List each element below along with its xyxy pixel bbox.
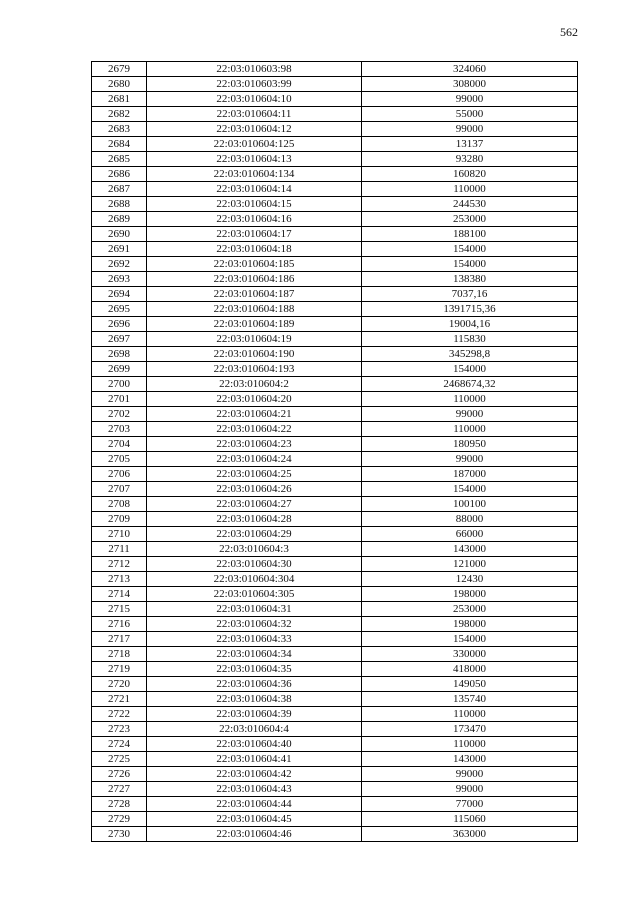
value-cell: 173470: [362, 722, 578, 737]
row-number-cell: 2716: [92, 617, 147, 632]
value-cell: 154000: [362, 632, 578, 647]
row-number-cell: 2718: [92, 647, 147, 662]
value-cell: 154000: [362, 257, 578, 272]
table-row: [92, 617, 578, 632]
cadastral-number-cell: 22:03:010604:16: [147, 212, 362, 227]
table-row: [92, 752, 578, 767]
row-number-cell: 2688: [92, 197, 147, 212]
cadastral-number-cell: 22:03:010604:18: [147, 242, 362, 257]
table-row: [92, 227, 578, 242]
value-cell: 154000: [362, 362, 578, 377]
row-number-cell: 2708: [92, 497, 147, 512]
row-number-cell: 2698: [92, 347, 147, 362]
cadastral-number-cell: 22:03:010604:305: [147, 587, 362, 602]
cadastral-number-cell: 22:03:010604:44: [147, 797, 362, 812]
row-number-cell: 2725: [92, 752, 147, 767]
row-number-cell: 2686: [92, 167, 147, 182]
table-row: [92, 332, 578, 347]
cadastral-number-cell: 22:03:010604:36: [147, 677, 362, 692]
row-number-cell: 2719: [92, 662, 147, 677]
cadastral-number-cell: 22:03:010604:34: [147, 647, 362, 662]
table-row: [92, 557, 578, 572]
cadastral-number-cell: 22:03:010604:15: [147, 197, 362, 212]
table-row: [92, 527, 578, 542]
value-cell: 418000: [362, 662, 578, 677]
table-row: [92, 662, 578, 677]
value-cell: 324060: [362, 62, 578, 77]
cadastral-number-cell: 22:03:010604:13: [147, 152, 362, 167]
row-number-cell: 2720: [92, 677, 147, 692]
value-cell: 110000: [362, 182, 578, 197]
table-row: [92, 107, 578, 122]
cadastral-number-cell: 22:03:010604:30: [147, 557, 362, 572]
table-row: [92, 482, 578, 497]
table-row: [92, 452, 578, 467]
row-number-cell: 2714: [92, 587, 147, 602]
row-number-cell: 2691: [92, 242, 147, 257]
value-cell: 99000: [362, 407, 578, 422]
row-number-cell: 2727: [92, 782, 147, 797]
row-number-cell: 2721: [92, 692, 147, 707]
cadastral-number-cell: 22:03:010604:46: [147, 827, 362, 842]
cadastral-number-cell: 22:03:010604:185: [147, 257, 362, 272]
cadastral-number-cell: 22:03:010604:45: [147, 812, 362, 827]
row-number-cell: 2728: [92, 797, 147, 812]
value-cell: 149050: [362, 677, 578, 692]
table-row: [92, 317, 578, 332]
cadastral-number-cell: 22:03:010604:11: [147, 107, 362, 122]
value-cell: 330000: [362, 647, 578, 662]
cadastral-number-cell: 22:03:010604:26: [147, 482, 362, 497]
value-cell: 99000: [362, 452, 578, 467]
row-number-cell: 2712: [92, 557, 147, 572]
value-cell: 88000: [362, 512, 578, 527]
table-row: [92, 392, 578, 407]
cadastral-number-cell: 22:03:010604:21: [147, 407, 362, 422]
table-row: [92, 347, 578, 362]
cadastral-number-cell: 22:03:010604:39: [147, 707, 362, 722]
cadastral-number-cell: 22:03:010604:43: [147, 782, 362, 797]
table-row: [92, 467, 578, 482]
value-cell: 110000: [362, 392, 578, 407]
value-cell: 154000: [362, 482, 578, 497]
cadastral-number-cell: 22:03:010604:24: [147, 452, 362, 467]
table-row: [92, 407, 578, 422]
table-row: [92, 782, 578, 797]
cadastral-number-cell: 22:03:010604:304: [147, 572, 362, 587]
cadastral-number-cell: 22:03:010604:41: [147, 752, 362, 767]
table-row: [92, 632, 578, 647]
cadastral-number-cell: 22:03:010604:42: [147, 767, 362, 782]
value-cell: 99000: [362, 782, 578, 797]
table-row: [92, 422, 578, 437]
value-cell: 198000: [362, 587, 578, 602]
cadastral-number-cell: 22:03:010604:25: [147, 467, 362, 482]
table-body: [92, 62, 578, 842]
value-cell: 66000: [362, 527, 578, 542]
value-cell: 121000: [362, 557, 578, 572]
cadastral-number-cell: 22:03:010604:187: [147, 287, 362, 302]
cadastral-number-cell: 22:03:010604:2: [147, 377, 362, 392]
value-cell: 363000: [362, 827, 578, 842]
cadastral-number-cell: 22:03:010603:98: [147, 62, 362, 77]
row-number-cell: 2705: [92, 452, 147, 467]
value-cell: 143000: [362, 752, 578, 767]
row-number-cell: 2706: [92, 467, 147, 482]
value-cell: 253000: [362, 602, 578, 617]
row-number-cell: 2724: [92, 737, 147, 752]
row-number-cell: 2703: [92, 422, 147, 437]
value-cell: 99000: [362, 92, 578, 107]
value-cell: 180950: [362, 437, 578, 452]
row-number-cell: 2697: [92, 332, 147, 347]
table-row: [92, 92, 578, 107]
row-number-cell: 2695: [92, 302, 147, 317]
cadastral-number-cell: 22:03:010604:3: [147, 542, 362, 557]
row-number-cell: 2704: [92, 437, 147, 452]
value-cell: 2468674,32: [362, 377, 578, 392]
table-row: [92, 767, 578, 782]
table-row: [92, 692, 578, 707]
table-row: [92, 587, 578, 602]
row-number-cell: 2723: [92, 722, 147, 737]
value-cell: 244530: [362, 197, 578, 212]
row-number-cell: 2709: [92, 512, 147, 527]
table-row: [92, 242, 578, 257]
table-row: [92, 167, 578, 182]
table-row: [92, 797, 578, 812]
cadastral-number-cell: 22:03:010604:20: [147, 392, 362, 407]
cadastral-number-cell: 22:03:010604:189: [147, 317, 362, 332]
value-cell: 160820: [362, 167, 578, 182]
cadastral-number-cell: 22:03:010604:29: [147, 527, 362, 542]
table-row: [92, 212, 578, 227]
cadastral-value-table: [91, 61, 578, 842]
row-number-cell: 2687: [92, 182, 147, 197]
table-row: [92, 377, 578, 392]
table-row: [92, 677, 578, 692]
cadastral-number-cell: 22:03:010604:190: [147, 347, 362, 362]
table-row: [92, 182, 578, 197]
value-cell: 345298,8: [362, 347, 578, 362]
value-cell: 1391715,36: [362, 302, 578, 317]
value-cell: 198000: [362, 617, 578, 632]
page-number: 562: [560, 25, 578, 39]
value-cell: 99000: [362, 122, 578, 137]
cadastral-number-cell: 22:03:010604:188: [147, 302, 362, 317]
row-number-cell: 2682: [92, 107, 147, 122]
value-cell: 100100: [362, 497, 578, 512]
table-row: [92, 647, 578, 662]
value-cell: 19004,16: [362, 317, 578, 332]
cadastral-number-cell: 22:03:010604:19: [147, 332, 362, 347]
value-cell: 308000: [362, 77, 578, 92]
table-row: [92, 437, 578, 452]
table-row: [92, 362, 578, 377]
value-cell: 12430: [362, 572, 578, 587]
value-cell: 154000: [362, 242, 578, 257]
table-row: [92, 542, 578, 557]
cadastral-number-cell: 22:03:010604:38: [147, 692, 362, 707]
table-row: [92, 512, 578, 527]
value-cell: 55000: [362, 107, 578, 122]
table-row: [92, 257, 578, 272]
value-cell: 115060: [362, 812, 578, 827]
cadastral-number-cell: 22:03:010604:27: [147, 497, 362, 512]
table-row: [92, 707, 578, 722]
value-cell: 110000: [362, 422, 578, 437]
row-number-cell: 2683: [92, 122, 147, 137]
row-number-cell: 2689: [92, 212, 147, 227]
row-number-cell: 2699: [92, 362, 147, 377]
cadastral-number-cell: 22:03:010604:193: [147, 362, 362, 377]
table-row: [92, 737, 578, 752]
cadastral-number-cell: 22:03:010604:22: [147, 422, 362, 437]
table-row: [92, 122, 578, 137]
cadastral-number-cell: 22:03:010604:134: [147, 167, 362, 182]
value-cell: 115830: [362, 332, 578, 347]
cadastral-number-cell: 22:03:010604:23: [147, 437, 362, 452]
row-number-cell: 2711: [92, 542, 147, 557]
row-number-cell: 2692: [92, 257, 147, 272]
cadastral-number-cell: 22:03:010604:40: [147, 737, 362, 752]
value-cell: 77000: [362, 797, 578, 812]
value-cell: 110000: [362, 737, 578, 752]
cadastral-number-cell: 22:03:010604:14: [147, 182, 362, 197]
table-row: [92, 812, 578, 827]
value-cell: 253000: [362, 212, 578, 227]
row-number-cell: 2717: [92, 632, 147, 647]
cadastral-number-cell: 22:03:010604:28: [147, 512, 362, 527]
row-number-cell: 2701: [92, 392, 147, 407]
row-number-cell: 2713: [92, 572, 147, 587]
value-cell: 187000: [362, 467, 578, 482]
cadastral-number-cell: 22:03:010604:35: [147, 662, 362, 677]
table-row: [92, 287, 578, 302]
cadastral-number-cell: 22:03:010604:186: [147, 272, 362, 287]
value-cell: 143000: [362, 542, 578, 557]
row-number-cell: 2730: [92, 827, 147, 842]
row-number-cell: 2702: [92, 407, 147, 422]
table-row: [92, 827, 578, 842]
table-row: [92, 77, 578, 92]
table-row: [92, 137, 578, 152]
value-cell: 7037,16: [362, 287, 578, 302]
row-number-cell: 2679: [92, 62, 147, 77]
cadastral-number-cell: 22:03:010603:99: [147, 77, 362, 92]
value-cell: 13137: [362, 137, 578, 152]
cadastral-number-cell: 22:03:010604:33: [147, 632, 362, 647]
row-number-cell: 2726: [92, 767, 147, 782]
value-cell: 188100: [362, 227, 578, 242]
value-cell: 99000: [362, 767, 578, 782]
value-cell: 135740: [362, 692, 578, 707]
row-number-cell: 2680: [92, 77, 147, 92]
cadastral-number-cell: 22:03:010604:32: [147, 617, 362, 632]
row-number-cell: 2696: [92, 317, 147, 332]
table-row: [92, 602, 578, 617]
row-number-cell: 2694: [92, 287, 147, 302]
table-row: [92, 197, 578, 212]
row-number-cell: 2693: [92, 272, 147, 287]
cadastral-number-cell: 22:03:010604:31: [147, 602, 362, 617]
row-number-cell: 2685: [92, 152, 147, 167]
value-cell: 93280: [362, 152, 578, 167]
cadastral-number-cell: 22:03:010604:10: [147, 92, 362, 107]
table-row: [92, 497, 578, 512]
table-row: [92, 152, 578, 167]
table-row: [92, 62, 578, 77]
value-cell: 138380: [362, 272, 578, 287]
row-number-cell: 2722: [92, 707, 147, 722]
row-number-cell: 2681: [92, 92, 147, 107]
row-number-cell: 2715: [92, 602, 147, 617]
table-row: [92, 572, 578, 587]
row-number-cell: 2700: [92, 377, 147, 392]
row-number-cell: 2707: [92, 482, 147, 497]
cadastral-number-cell: 22:03:010604:125: [147, 137, 362, 152]
row-number-cell: 2710: [92, 527, 147, 542]
cadastral-number-cell: 22:03:010604:4: [147, 722, 362, 737]
cadastral-number-cell: 22:03:010604:17: [147, 227, 362, 242]
row-number-cell: 2684: [92, 137, 147, 152]
row-number-cell: 2690: [92, 227, 147, 242]
table-row: [92, 272, 578, 287]
cadastral-number-cell: 22:03:010604:12: [147, 122, 362, 137]
value-cell: 110000: [362, 707, 578, 722]
row-number-cell: 2729: [92, 812, 147, 827]
table-row: [92, 302, 578, 317]
table-row: [92, 722, 578, 737]
